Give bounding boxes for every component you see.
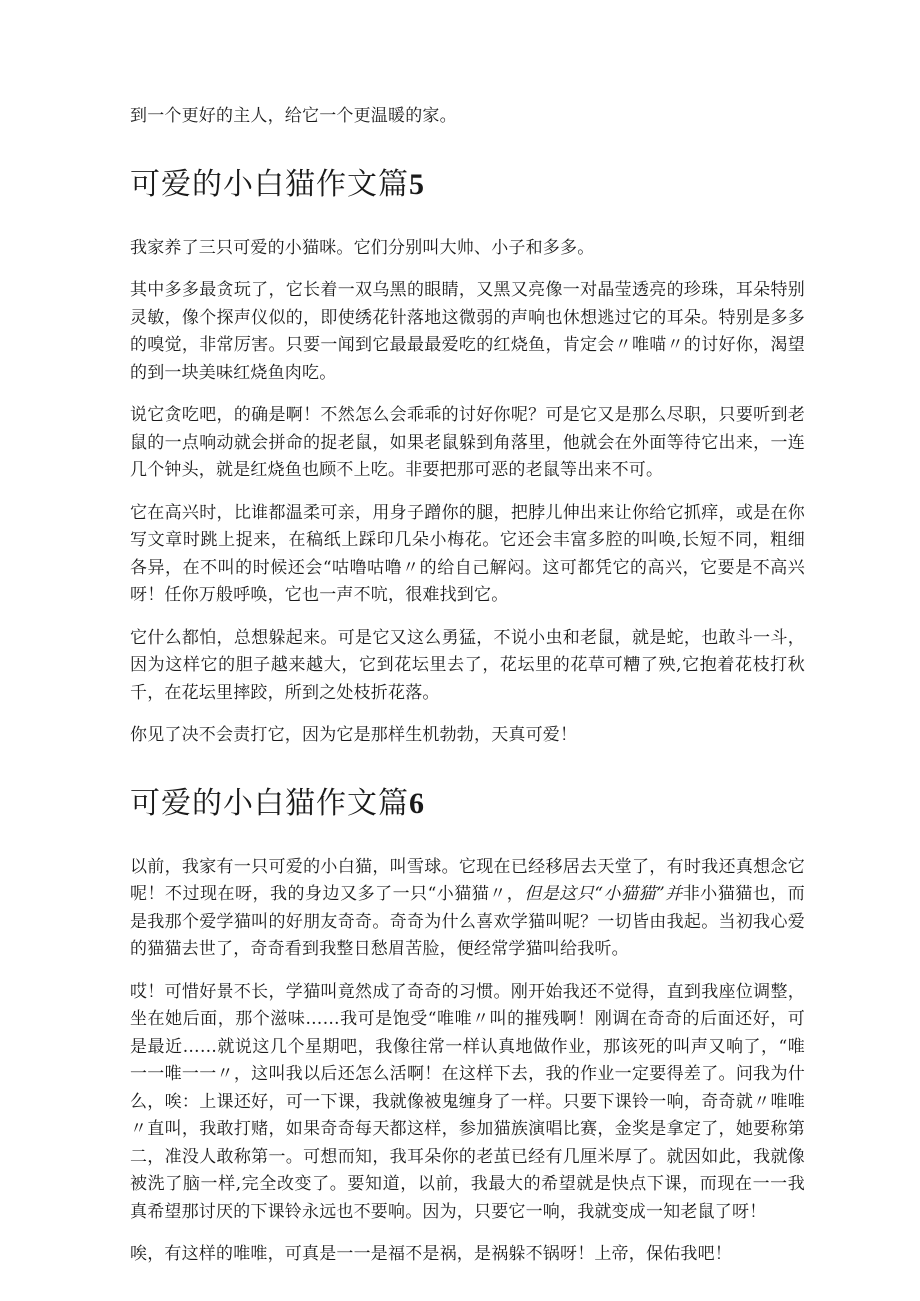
section-5-heading <box>130 165 805 205</box>
section-6-paragraph-1 <box>130 854 805 964</box>
document-page <box>130 103 805 1284</box>
section-6-paragraph-1-italic: 但是这只“小猫猫”并 <box>524 884 683 904</box>
section-5-paragraph-5: 它什么都怕，总想躲起来。可是它又这么勇猛，不说小虫和老鼠，就是蛇，也敢斗一斗，因为这样它的胆子越来越大，它到花坛里去了，花坛里的花草可糟了殃,它抱着花枝打秋千，在花坛里摔跤，所到之处枝折花落。 <box>130 627 805 703</box>
section-5-paragraph-3: 说它贪吃吧，的确是啊！不然怎么会乖乖的讨好你呢？可是它又是那么尽职，只要听到老鼠的一点响动就会拼命的捉老鼠，如果老鼠躲到角落里，他就会在外面等待它出来，一连几个钟头，就是红烧鱼也顾不上吃。非要把那可恶的老鼠等出来不可。 <box>130 405 805 480</box>
section-6-paragraph-3: 唉，有这样的唯唯，可真是一一是福不是祸，是祸躲不锅呀！上帝，保佑我吧！ <box>130 1244 732 1264</box>
section-5-heading-number: 5 <box>409 167 425 201</box>
section-5-paragraph-2: 其中多多最贪玩了，它长着一双乌黑的眼睛，又黑又亮像一对晶莹透亮的珍珠，耳朵特别灵敏，像个探声仪似的，即使绣花针落地这微弱的声响也休想逃过它的耳朵。特别是多多的嗅觉，非常厉害。只要一闻到它最最最爱吃的红烧鱼，肯定会〃唯喵〃的讨好你，渴望的到一块美味红烧鱼肉吃。 <box>130 280 805 383</box>
section-6-paragraph-2: 哎！可惜好景不长，学猫叫竟然成了奇奇的习惯。刚开始我还不觉得，直到我座位调整，坐在她后面，那个滋味……我可是饱受“唯唯〃叫的摧残啊！刚调在奇奇的后面还好，可是最近……就说这几个星期吧，我像往常一样认真地做作业，那该死的叫声又响了，“唯一一唯一一〃，这叫我以后还怎么活啊！在这样下去，我的作业一定要得差了。问我为什么，唉：上课还好，可一下课，我就像被鬼缠身了一样。只要下课铃一响，奇奇就〃唯唯〃直叫，我敢打赌，如果奇奇每天都这样，参加猫族演唱比赛，金奖是拿定了，她要称第二，准没人敢称第一。可想而知，我耳朵你的老茧已经有几厘米厚了。就因如此，我就像被洗了脑一样,完全改变了。要知道，以前，我最大的希望就是快点下课，而现在一一我真希望那讨厌的下课铃永远也不要响。因为，只要它一响，我就变成一知老鼠了呀！ <box>130 981 805 1222</box>
section-6-heading <box>130 784 805 824</box>
section-6-paragraph-1-part-a: 以前，我家有一只可爱的小白猫，叫雪球。它现在已经移居去天堂了，有时我还真想念它呢！不过现在呀，我的身边又多了一只“小猫猫〃， <box>130 856 805 904</box>
section-6-paragraph-1-part-b: 非小猫猫也，而是我那个爱学猫叫的好朋友奇奇。奇奇为什么喜欢学猫叫呢？一切皆由我起。当初我心爱的猫猫去世了，奇奇看到我整日愁眉苦脸，便经常学猫叫给我听。 <box>130 884 805 959</box>
section-5-paragraph-4: 它在高兴时，比谁都温柔可亲，用身子蹭你的腿，把脖儿伸出来让你给它抓痒，或是在你写文章时跳上捉来，在稿纸上踩印几朵小梅花。它还会丰富多腔的叫唤,长短不同，粗细各异，在不叫的时候还会“咕噜咕噜〃的给自己解闷。这可都凭它的高兴，它要是不高兴呀！任你万般呼唤，它也一声不吭，很难找到它。 <box>130 502 805 605</box>
section-5-heading-text: 可爱的小白猫作文篇 <box>130 166 409 202</box>
section-5-paragraph-6: 你见了决不会责打它，因为它是那样生机勃勃，天真可爱！ <box>130 725 578 745</box>
section-6-heading-number: 6 <box>409 786 425 820</box>
intro-tail-paragraph: 到一个更好的主人，给它一个更温暖的家。 <box>130 106 457 126</box>
section-6-heading-text: 可爱的小白猫作文篇 <box>130 785 409 821</box>
section-5-paragraph-1: 我家养了三只可爱的小猫咪。它们分别叫大帅、小子和多多。 <box>130 237 595 258</box>
